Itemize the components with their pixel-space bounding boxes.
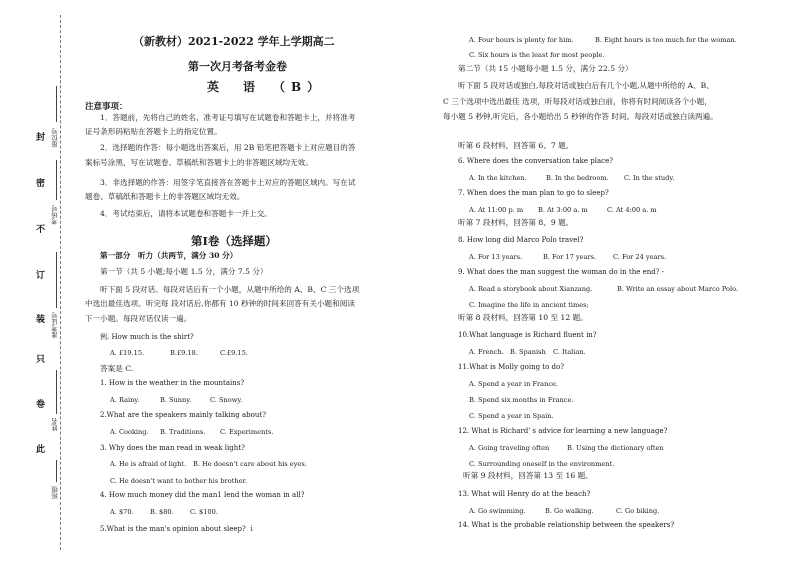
- q2-option-b: B. Traditions.: [160, 428, 206, 436]
- note-4: 4．考试结束后，请将本试题卷和答题卡一并上交。: [100, 209, 272, 218]
- q7-option-b: B. At 3:00 a. m: [538, 206, 588, 214]
- q5-option-c: C. Six hours is the least for most people.: [469, 51, 605, 59]
- q7-option-a: A. At 11:00 p. m: [469, 206, 524, 214]
- q4-option-b: B. $80.: [150, 508, 174, 516]
- question-6: 6. Where does the conversation take place?: [458, 157, 613, 165]
- example-option-c: C.£9.15.: [220, 349, 248, 357]
- q11-option-c: C. Spend a year in Spain.: [469, 412, 554, 420]
- q3-option-a: A. He is afraid of light.: [110, 460, 187, 468]
- note-1b: 证号条形码粘贴在答题卡上的指定位置。: [85, 127, 222, 136]
- q6-option-b: B. In the bedroom.: [546, 174, 609, 182]
- class-label: 班级: [51, 486, 59, 499]
- material-7-note: 听第 7 段材料，回答第 8、9 题。: [458, 218, 574, 227]
- section2-title: 第二节（共 15 小题每小题 1.5 分，满分 22.5 分）: [458, 64, 633, 73]
- margin-char: 密: [36, 179, 46, 189]
- margin-char: 封: [36, 133, 46, 143]
- class-field: [56, 460, 57, 482]
- directions-line3: 下一小题。每段对话仅读一遍。: [85, 314, 192, 323]
- example-answer: 答案是 C.: [100, 364, 134, 373]
- q1-option-b: B. Sunny.: [160, 396, 192, 404]
- q5-option-b: B. Eight hours is too much for the woman.: [595, 36, 737, 44]
- section2-directions-3: 每小题 5 秒钟,听完后，各小题给出 5 秒钟的作答 时间。每段对话或独白读两遍。: [443, 112, 718, 121]
- q5-option-a: A. Four hours is plenty for him.: [469, 36, 574, 44]
- exam-title-subject: 英 语 （B）: [207, 80, 326, 94]
- q4-option-c: C. $100.: [190, 508, 218, 516]
- note-1a: 1．答题前，先将自己的姓名、准考证号填写在试题卷和答题卡上，并将准考: [100, 113, 356, 122]
- section2-directions-2: C 三个选项中选出最佳 选项，听每段对话或独白前，你将有时间阅读各个小题，: [443, 97, 712, 106]
- q1-option-a: A. Rainy.: [110, 396, 140, 404]
- q9-option-b: B. Write an essay about Marco Polo.: [617, 285, 739, 293]
- example-question: 例. How much is the shirt?: [100, 333, 194, 341]
- example-option-a: A. £19.15.: [110, 349, 145, 357]
- q8-option-b: B. For 17 years.: [543, 253, 597, 261]
- note-2a: 2．选择题的作答：每小题选出答案后，用 2B 铅笔把答题卡上对应题目的答: [100, 143, 356, 152]
- question-10: 10.What language is Richard fluent in?: [458, 331, 597, 339]
- q13-option-c: C. Go biking.: [616, 507, 660, 515]
- q3-option-b: B. He doesn't care about his eyes.: [193, 460, 307, 468]
- question-7-options: [469, 206, 657, 214]
- example-options: [110, 349, 248, 357]
- q8-option-a: A. For 13 years.: [469, 253, 523, 261]
- question-12: 12. What is Richard' s advice for learning a new language?: [458, 427, 668, 435]
- question-9-options: [469, 285, 738, 293]
- admission-number-label: 准考证号: [51, 312, 59, 338]
- question-13-options: [469, 507, 659, 515]
- q1-option-c: C. Snowy.: [210, 396, 243, 404]
- material-8-note: 听第 8 段材料，回答第 10 至 12 题。: [458, 313, 588, 322]
- note-3a: 3．非选择题的作答：用签字笔直接答在答题卡上对应的答题区域内。写在试: [100, 178, 356, 187]
- question-1-options: [110, 396, 242, 404]
- q10-option-c: C. Italian.: [553, 348, 586, 356]
- question-1: 1. How is the weather in the mountains?: [100, 379, 245, 387]
- question-11: 11.What is Molly going to do?: [458, 363, 564, 371]
- question-14: 14. What is the probable relationship between the speakers?: [458, 521, 675, 529]
- q9-option-a: A. Read a storybook about Xianzang.: [469, 285, 593, 293]
- seat-number-label: 座位号: [51, 128, 59, 148]
- exam-room-label: 考场号: [51, 205, 59, 225]
- name-label: 姓名: [51, 418, 59, 431]
- question-10-options: [469, 348, 586, 356]
- section2-directions-1: 听下面 5 段对话或独白,每段对话或独白后有几个小题,从题中所给的 A、B、: [458, 81, 714, 90]
- q5-options: [469, 36, 737, 44]
- q7-option-c: C. At 4:00 a. m: [607, 206, 657, 214]
- name-field: [56, 370, 57, 414]
- part1-title: 第一部分 听力（共两节，满分 30 分）: [100, 251, 238, 260]
- material-6-note: 听第 6 段材料，回答第 6、7 题。: [458, 141, 574, 150]
- q11-option-b: B. Spend six months in France.: [469, 396, 574, 404]
- binding-line: [60, 15, 61, 550]
- q11-option-a: A. Spend a year in France.: [469, 380, 559, 388]
- q2-option-a: A. Cooking.: [110, 428, 149, 436]
- q8-option-c: C. For 24 years.: [613, 253, 667, 261]
- admission-number-field: [56, 252, 57, 308]
- q12-option-b: B. Using the dictionary often: [567, 444, 664, 452]
- q6-option-c: C. In the study.: [624, 174, 675, 182]
- notes-heading: 注意事项：: [85, 102, 128, 112]
- q3-option-c: C. He doesn't want to bother his brother.: [110, 477, 248, 485]
- margin-char: 卷: [36, 400, 46, 410]
- volume-title: 第Ⅰ卷（选择题）: [191, 234, 277, 248]
- seat-number-field: [56, 86, 57, 122]
- question-4-options: [110, 508, 218, 516]
- note-3b: 题卷、草稿纸和答题卡上的非答题区域均无效。: [85, 192, 245, 201]
- q13-option-a: A. Go swimming.: [469, 507, 526, 515]
- question-9: 9. What does the man suggest the woman do in the end? -: [458, 268, 665, 276]
- q13-option-b: B. Go walking.: [545, 507, 594, 515]
- question-2: 2.What are the speakers mainly talking about?: [100, 411, 266, 419]
- margin-char: 此: [36, 445, 46, 455]
- exam-title-line2: 第一次月考备考金卷: [188, 60, 287, 73]
- question-2-options: [110, 428, 273, 436]
- material-9-note: 听第 9 段材料，回答第 13 至 16 题。: [463, 471, 593, 480]
- example-option-b: B.£9.18.: [170, 349, 198, 357]
- q10-option-b: B. Spanish: [510, 348, 546, 356]
- question-8: 8. How long did Marco Polo travel?: [458, 236, 584, 244]
- q9-option-c: C. Imagine the life in ancient times;: [469, 301, 589, 309]
- directions-line2: 中选出最佳选项。听完每 段对话后,你都有 10 秒钟的时间来回答有关小题和阅读: [85, 299, 355, 308]
- note-2b: 案标号涂黑，写在试题卷、草稿纸和答题卡上的非答题区域均无效。: [85, 158, 313, 167]
- q6-option-a: A. In the kitchen.: [469, 174, 527, 182]
- q4-option-a: A. $70.: [110, 508, 134, 516]
- directions-line1: 听下面 5 段对话。每段对话后有一个小题，从题中所给的 A、B、C 三个选项: [100, 285, 360, 294]
- margin-char: 只: [36, 355, 46, 365]
- q10-option-a: A. French.: [469, 348, 504, 356]
- section1-title: 第一节（共 5 小题;每小题 1.5 分，满分 7.5 分）: [100, 267, 268, 276]
- margin-char: 装: [36, 315, 46, 325]
- margin-char: 不: [36, 225, 46, 235]
- q12-option-a: A. Going traveling often: [469, 444, 550, 452]
- question-6-options: [469, 174, 674, 182]
- exam-title-line1: （新教材）2021-2022 学年上学期高二: [133, 35, 335, 48]
- question-3-options: [110, 460, 307, 468]
- question-3: 3. Why does the man read in weak light?: [100, 444, 245, 452]
- q2-option-c: C. Experiments.: [220, 428, 274, 436]
- question-13: 13. What will Henry do at the beach?: [458, 490, 591, 498]
- margin-char: 订: [36, 271, 46, 281]
- exam-room-field: [56, 160, 57, 200]
- question-12-options: [469, 444, 664, 452]
- question-5: 5.What is the man's opinion about sleep? ｉ: [100, 525, 256, 533]
- question-4: 4. How much money did the man1 lend the woman in all?: [100, 491, 305, 499]
- question-7: 7. When does the man plan to go to sleep?: [458, 189, 609, 197]
- question-8-options: [469, 253, 666, 261]
- q12-option-c: C. Surrounding oneself in the environment.: [469, 460, 615, 468]
